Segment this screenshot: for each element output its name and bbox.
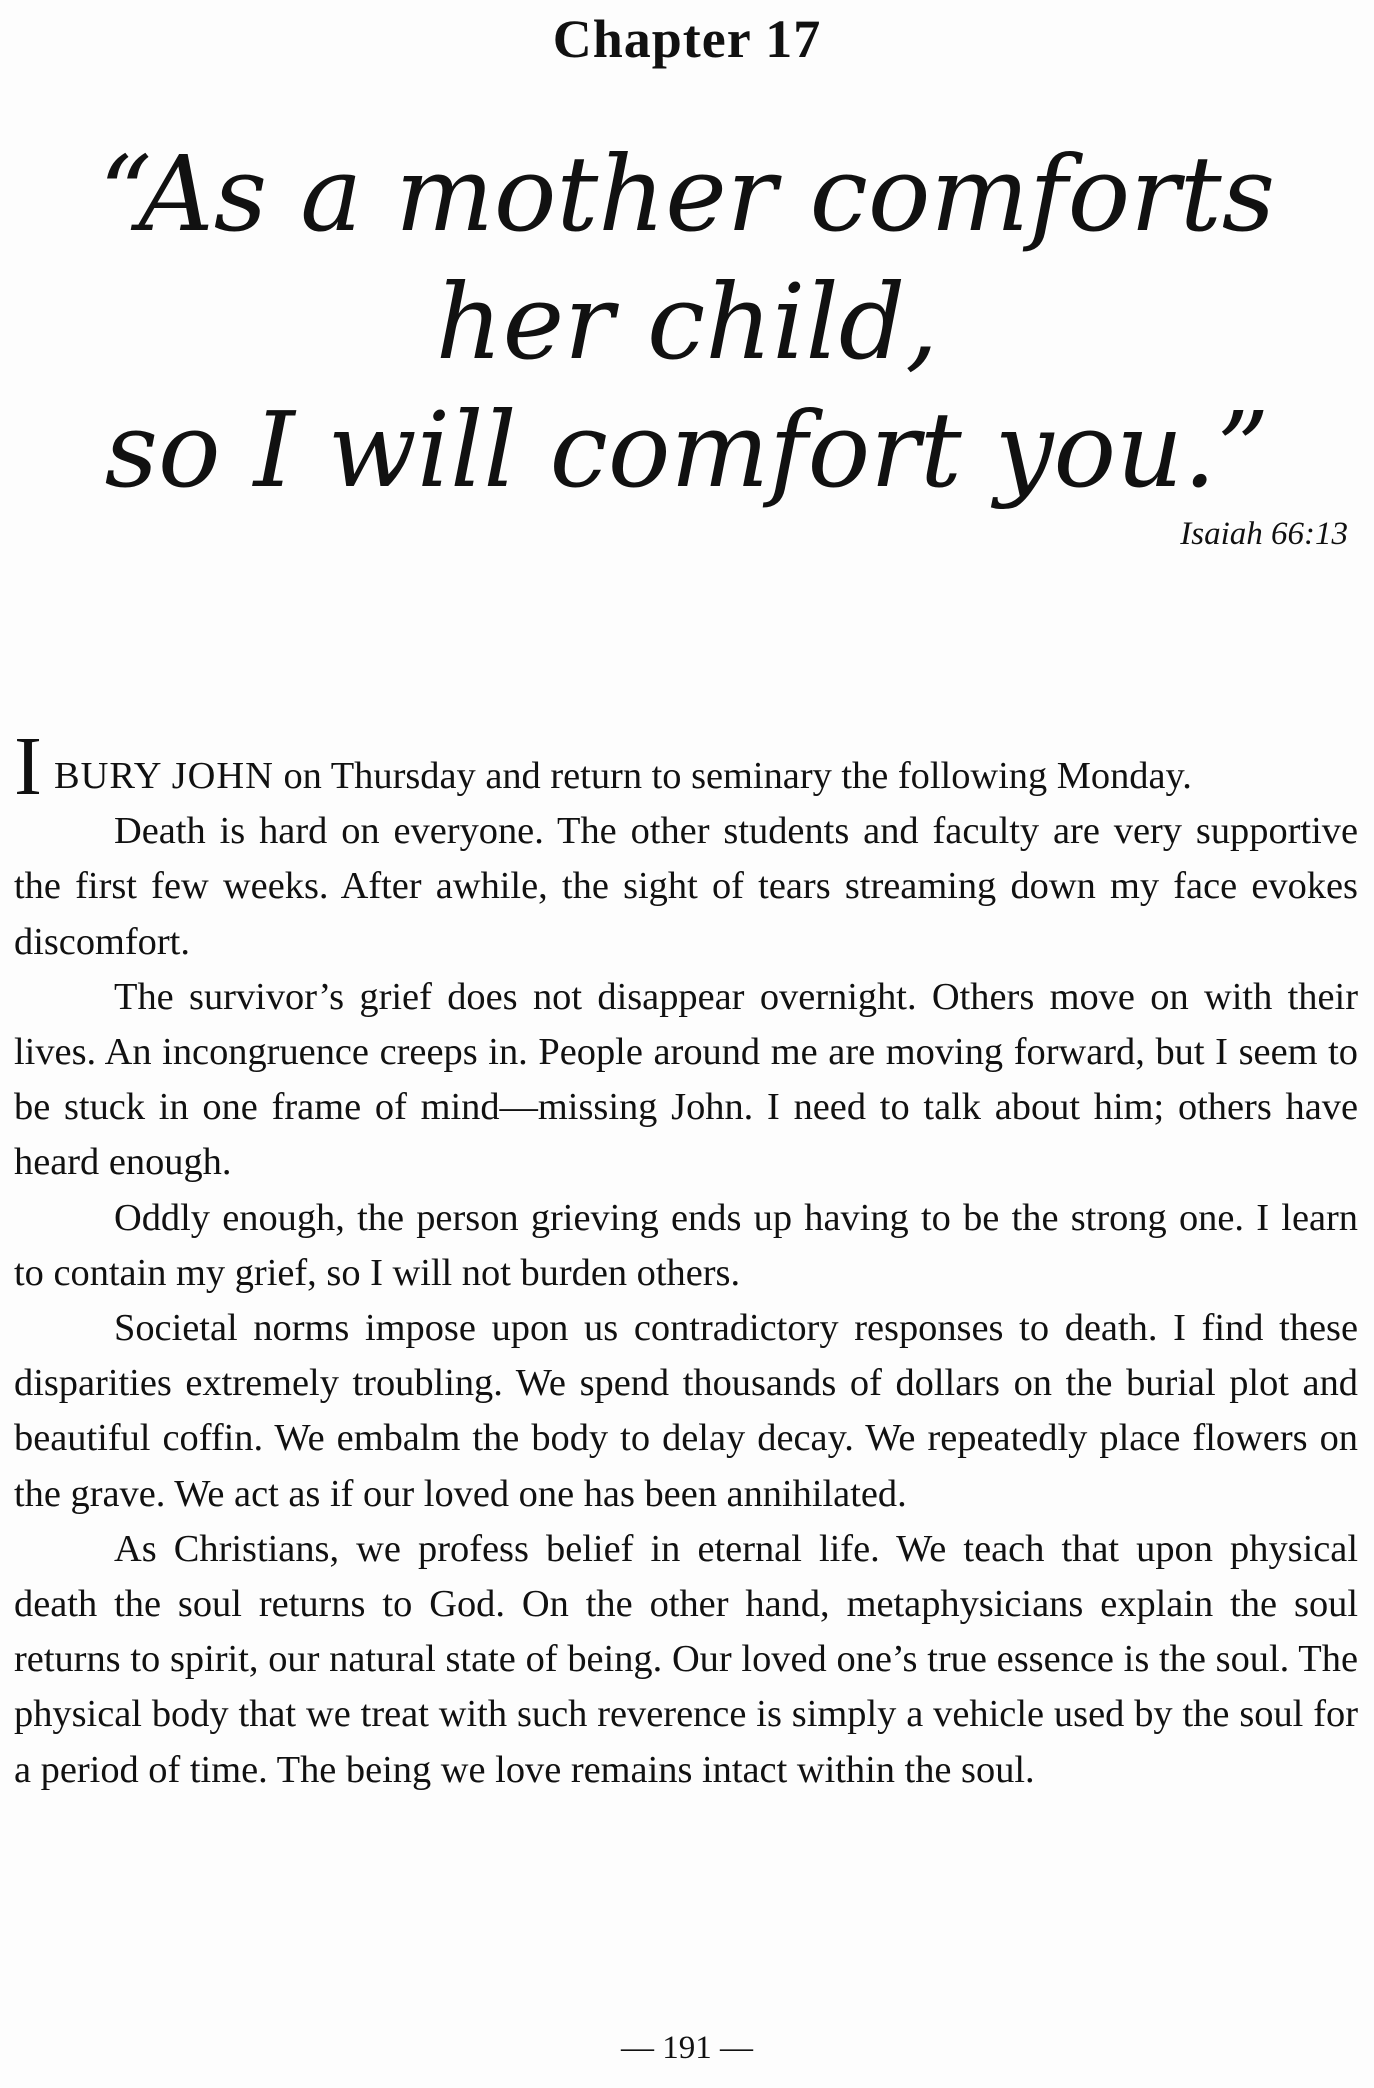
opening-small-caps: BURY JOHN [53,755,274,797]
drop-cap: I [14,720,42,813]
chapter-title: Chapter 17 [552,9,822,69]
page-number: — 191 — [621,2030,753,2066]
body-paragraph: The survivor’s grief does not disappear overnight. Others move on with their lives. An incongruence creeps in. People around me are moving forward, but I seem to be stuck in one frame of mind—missing John. I need to talk about him; others have heard enough. [14,975,1358,1184]
chapter-body [14,720,1358,1798]
body-paragraph: As Christians, we profess belief in eternal life. We teach that upon physical death the soul returns to God. On the other hand, metaphysicians explain the soul returns to spirit, our natural state of being. Our loved one’s true essence is the soul. The physical body that we treat with such reverence is simply a vehicle used by the soul for a period of time. The being we love remains intact within the soul. [14,1527,1358,1791]
epigraph-citation: Isaiah 66:13 [1180,516,1348,552]
epigraph-line: so I will comfort you.” [104,389,1270,511]
epigraph-line: her child, [435,261,939,383]
body-paragraph: Societal norms impose upon us contradictory responses to death. I find these disparities extremely troubling. We spend thousands of dollars on the burial plot and beautiful coffin. We embalm the body to delay decay. We repeatedly place flowers on the grave. We act as if our loved one has been annihilated. [14,1307,1358,1515]
epigraph-quote [0,130,1374,514]
opening-paragraph [14,720,1358,813]
epigraph-line: “As a mother comforts [98,133,1276,255]
body-paragraph: Death is hard on everyone. The other students and faculty are very supportive the first few weeks. After awhile, the sight of tears streaming down my face evokes discomfort. [14,810,1358,963]
opening-text: on Thursday and return to seminary the following Monday. [283,755,1192,797]
body-paragraph: Oddly enough, the person grieving ends up having to be the strong one. I learn to contain my grief, so I will not burden others. [14,1196,1358,1294]
